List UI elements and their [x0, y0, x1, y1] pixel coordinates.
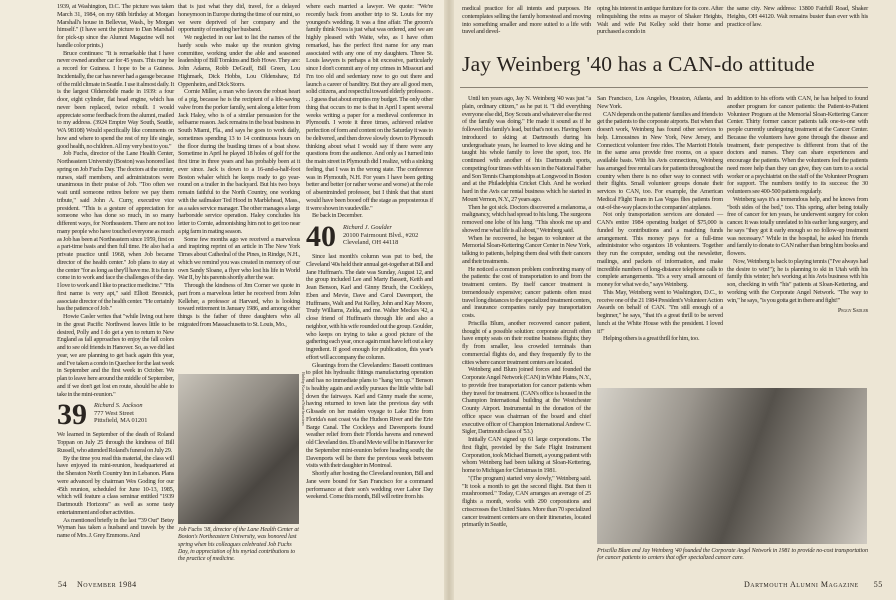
- article-byline: Peggy Sadler: [837, 307, 868, 315]
- paragraph: Through the kindness of Jim Corner we quote in part from a marvelous letter he received from John Kelleher, a professor at Harvard, who is looking toward retirement in January 1986, and among other things is the father of three daughters who all migrated from Massachusetts to St. Louis, Mo.,: [178, 282, 300, 328]
- paragraph: He noticed a common problem confronting many of the patients: the cost of transportation to and from the treatment centers. By itself cancer treatment is tremendously expensive; cancer patients often must travel long distances to the specialized treatment centers, and insurance companies rarely pay transportation costs.: [462, 265, 592, 319]
- article-column-3: [727, 95, 868, 315]
- paragraph: This May, Weinberg went to Washington, D.C., to receive one of the 21 1984 President's Volunteer Action Awards on behalf of CAN. "I'm still enough of a beginner," he says, "that it's a great thrill to be served lunch at the White House with the president. I loved it!": [597, 288, 723, 335]
- paragraph: the same city. New address: 13800 Fairhill Road, Shaker Heights, OH 44120. Walt remains busier than ever with his practice of law.: [727, 5, 868, 28]
- article-column-1: [462, 95, 591, 529]
- paragraph: Weinberg says it's a tremendous help, and he knows from "both sides of the bed," too. This spring, after being totally free of cancer for ten years, he underwent surgery for colon cancer. It was totally unrelated to his earlier lung surgery, and he says "they got it early enough so no follow-up treatment was necessary." While in the hospital, he asked his friends and family to donate to CAN rather than bring him books and flowers.: [727, 195, 868, 257]
- article-column-2: [597, 95, 723, 343]
- paragraph: 1939, at Washington, D.C. The picture was taken March 31, 1984, on my 68th birthday at Morgan Marshall's house in Bellevue, Wash., by Morgan himself." (I have sent the picture to Dan Marshall for pick-up since the Alumni Magazine will not handle color prints.): [57, 3, 174, 49]
- left-column-2: [178, 3, 300, 329]
- photo-caption: Job Fuchs '38, director of the Lane Health Center at Boston's Northeastern University, was honored last spring when his colleagues celebrated Job Fuchs Day, in appreciation of his myriad contributions to the practice of medicine.: [178, 527, 299, 563]
- paragraph: where each married a lawyer. We quote: "We're recently back from another trip to St. Louis for my youngest's wedding. It was a fine affair. The groom's family think Nora is just what was ordered, and we are highly pleased with Waite, who, as I have often remarked, has the perfect first name for any man associated with any one of my daughters. Three St. Louis lawyers is perhaps a bit excessive, particularly since I don't commit any of my crimes in Missouri and I'm too old and sedentary now to go out there and launch a career of banditry. But they are all good men, solid citizens, and respectful toward elderly professors . . . I guess that about empties my budget. The only other thing that occurs to me is that in April I spent several weeks writing a paper for a medieval conference in Plymouth. I wrote it three times, achieved relative perfection of form and content on the Saturday it was to be delivered, and then drove slowly down to Plymouth thinking about what I would say if there were any questions from the audience. And only as I turned into the main street in Plymouth did I realize, with a sinking feeling, that I was in the wrong state. The conference was in Plymouth, N.H. For years I have been getting better and better (or rather worse and worse) at the role of absentminded professor, but I think that that stunt would have been booed off the stage as preposterous if it were shown in vaudeville.": [306, 3, 433, 212]
- paragraph: As mentioned briefly in the last "'39 Out" Betsy Wyman has taken a husband and travels by the name of Mrs. J. Grey Emmons. And: [57, 516, 174, 539]
- paragraph: Bruce continues: "It is remarkable that I have never owned another car for 45 years. This may be a record for Guiness. I hope to be a Guiness. Incidentally, the car has never had a garage because of the mild climate in Seattle. I use it almost daily. It is the largest Oldsmobile made in 1939: a four door, eight cylinder, flat head engine, which has never been replaced, twice rebuilt. I would appreciate some feedback from the alumni, mailed to my address. (3924 Empire Way South, Seattle, WA 98108) Would specifically like comments on how and where to spend the rest of my life single, good health, no children. All my very best to you.": [57, 49, 174, 150]
- class-year: 40: [306, 220, 336, 253]
- page-number: 54: [58, 580, 67, 589]
- paragraph: Initially CAN signed up 61 large corporations. The first flight, provided by the Safe Flight Instrument Corporation, took Michael Burnett, a young patient with whom Weinberg had been talking at Sloan-Kettering, home to Michigan for Christmas in 1981.: [462, 436, 591, 474]
- paragraph: By the time you read this material, the class will have enjoyed its mini-reunion, headquartered at the Sheraton North Country Inn in Lebanon. Plans were advanced by chairman Wes Goding for our 45th reunion, scheduled for June 10-13, 1985, which will feature a class seminar entitled "1939 Dartmouth Horizons" as well as some tasty entertainment and other activities.: [57, 454, 174, 516]
- right-footer: [744, 580, 883, 589]
- paragraph: Shortly after hosting the Cleveland reunion, Bill and Jane were bound for San Francisco for a command performance at their son's wedding over Labor Day weekend. Come this month, Bill will retire from his: [306, 470, 433, 501]
- paragraph: Now, Weinberg is back to playing tennis ("I've always had the desire to win!"); he is planning to ski in Utah with his family this winter; he's working at his Avis business with his son, checking in with "his" patients at Sloan-Kettering, and working with the Corporate Angel Network. "The way to win," he says, "is you gotta get in there and fight!": [727, 257, 868, 304]
- right-top-column-2: [597, 5, 723, 36]
- paragraph: Then he got sick. Doctors discovered a melanoma, a malignancy, which had spread to his lung. The surgeons removed one lobe of his lung. "This shook me up and showed me what life is all about," Weinberg said.: [462, 203, 591, 234]
- class-year: 39: [57, 398, 87, 432]
- city: Cleveland, OH 44118: [343, 239, 399, 247]
- left-column-1: [57, 3, 174, 540]
- left-footer: [58, 580, 137, 589]
- magazine-name: Dartmouth Alumni Magazine: [744, 580, 859, 589]
- paragraph: When he recovered, he began to volunteer at the Memorial Sloan-Kettering Cancer Center in New York, talking to patients, helping them deal with their cancers and their treatments.: [462, 234, 591, 265]
- street: 777 West Street: [94, 409, 134, 417]
- article-headline: Jay Weinberg '40 has a CAN-do attitude: [462, 52, 815, 76]
- paragraph: Cornie Miller, a man who favors the robust heart of a pig, because he is the recipient of a life-saving valve from the porker family, sent along a letter from Jack Haley, who is of a similar persuasion for the selfsame reason. Jack remains in the boat business in South Miami, Fla., and says he goes to work daily, sometimes spending 13 to 14 continuous hours on the floor during the bustling times of a boat show. Sometime in April he played 18 holes of golf for the first time in three years and has probably been at it ever since. Jack is down to a 16-and-a-half-foot Boston whaler which he keeps ready to go year-round on a trailer in the backyard. But his two boys remain faithful to the North Country, one working with the sailmaker Ted Hood in Marblehead, Mass., as a sales service manager. The other manages a large harborside service operation. Haley concludes his letter to Cornie, admonishing him not to get too near a pig farm in mating season.: [178, 88, 300, 235]
- paragraph: We learned in September of the death of Roland Toppan on July 25 through the kindness of Bill Russell, who attended Roland's funeral on July 29.: [57, 431, 174, 454]
- paragraph: Be back in December.: [312, 212, 363, 220]
- right-top-column-3: [727, 5, 868, 28]
- class-secretary-address: [94, 402, 147, 425]
- street: 20100 Fairmount Blvd., #202: [343, 231, 419, 239]
- class-secretary-address: [343, 224, 418, 247]
- paragraph: Since last month's column was put to bed, the Cleveland '40s held their annual get-together at Bill and Jane Huffman's. The date was Sunday, August 12, and the group included Lee and Marty Bassett, Keith and Jean Benson, Karl and Ginny Bruch, the Cockleys, Eben and Mevie, Dave and Carol Davenport, the Huffmans, Walt and Pat Kelley, John and Kay Moore, Trudy Williams, Zelda, and me. Walter Meckes '42, a close friend of Huffman's through life and also a neighbor, with his wife rounded out the group. Goulder, who keeps on trying to take a good picture of the gathering each year, once again must have left out a key ingredient. If good enough for publication, this year's effort will accompany the column.: [306, 253, 433, 361]
- paragraph: "(The program) started very slowly," Weinberg said. "It took a month to get the second flight. But then it mushroomed." Today, CAN arranges an average of 25 flights a month, works with 290 corporations and crisscrosses the United States. More than 70 specialized cancer treatment centers are on their itineraries, located primarily in Seattle,: [462, 474, 591, 529]
- paragraph: Weinberg and Blum joined forces and founded the Corporate Angel Network (CAN) in White Plains, N.Y., to provide free transportation for cancer patients when they travel for treatment. (CAN's office is housed in the Champion International building at the Westchester County Airport. Instrumental in the donation of the office space was chairman of the board and chief executive officer of Champion International Andrew C. Sigler, Dartmouth class of '53.): [462, 366, 591, 436]
- paragraph: medical practice for all intents and purposes. He contemplates selling the family homestead and moving into something smaller and more suited to a life with travel and devel-: [462, 5, 591, 36]
- paragraph: San Francisco, Los Angeles, Houston, Atlanta, and New York.: [597, 95, 723, 110]
- paragraph: Not only transportation services are donated — CAN's entire 1984 operating budget of $75,000 is funded by contributions and a matching funds arrangement. This money pays for a full-time administrator who organizes 18 volunteers. Together they run the computer, sending out the newsletter, mailings, and packets of information, and make incredible numbers of long-distance telephone calls to complete arrangements. "It's a very small amount of money for what we do," says Weinberg.: [597, 211, 723, 288]
- paragraph: oping his interest in antique furniture for its core. After relinquishing the reins as mayor of Shaker Heights, Walt and wife Pat Kelley sold their home and purchased a condo in: [597, 5, 723, 36]
- photo-caption: Priscilla Blum and Jay Weinberg '40 founded the Corporate Angel Network in 1981 to provide no-cost transportation for cancer patients to centers that offer specialized cancer care.: [597, 548, 868, 562]
- paragraph: We neglected in our last to list the names of the hardy souls who make up the reunion giving committee, working under the able and seasoned leadership of Bill Tomkins and Bob Howe. They are: John Adams, Robb DeGraff, Bill Green, Lou Highmark, Dick Hobbs, Lou Oldenshaw, Ed Oppenheim, and Dick Storrs.: [178, 34, 300, 88]
- photo-blum-weinberg: [597, 388, 867, 544]
- secretary-name: Richard S. Jackson: [94, 402, 143, 410]
- paragraph: Until ten years ago, Jay N. Weinberg '40 was just "a plain, ordinary citizen," as he put it. "I did everything everyone else did, Boy Scouts and whatever else the rest of the family was doing." He made it sound as if he followed his family's lead, but that's not so. Having been introduced to skiing at Dartmouth during his undergraduate years, he learned to love skiing and he taught his whole family to love the sport, too. He continued with another of his Dartmouth sports, competing four times with his son in the National Father and Son Tennis Championships at Longwood in Boston and at the Philadelphia Cricket Club. And he worked hard in the Avis car rental business which he started in Mount Vernon, N.Y., 27 years ago.: [462, 95, 591, 203]
- paragraph: In addition to his efforts with CAN, he has helped to found another program for cancer patients: the Patient-to-Patient Volunteer Program at the Memorial Sloan-Kettering Cancer Center. Thirty former cancer patients talk one-to-one with people currently undergoing treatment at the Cancer Center. Because the volunteers have gone through the disease and treatment, their perspective is different from that of the doctors and nurses. They can share experiences and encourage the patients. When the volunteers feel the patients need more help than they can give, they can turn to a social worker or a psychiatrist on the staff of the Volunteer Program for support. The numbers testify to its success: the 30 volunteers see 400-500 patients regularly.: [727, 95, 868, 195]
- secretary-name: Richard J. Goulder: [343, 224, 392, 231]
- paragraph: that is just what they did, travel, for a delayed honeymoon in Europe during the time of our mini, so we were deprived of her company and the opportunity of meeting her husband.: [178, 3, 300, 34]
- page-gutter: [444, 0, 454, 600]
- left-column-3: [306, 3, 433, 501]
- paragraph: Priscilla Blum, another recovered cancer patient, thought of a possible solution: corporate aircraft often have empty seats on their routine business flights; they fly from smaller, less crowded terminals than commercial flights do, and they frequently fly to the cities where cancer treatment centers are located.: [462, 319, 591, 366]
- right-top-column-1: [462, 5, 591, 36]
- paragraph: Some few months ago we received a marvelous and inspiring reprint of an article in The New York Times about Cathedral of the Pines, in Rindge, N.H., which we remind you was created in memory of our own Sandy Sloane, a flyer who lost his life in World War II, by his parents shortly after the war.: [178, 235, 300, 282]
- paragraph: Howie Casler writes that "while living out here in the great Pacific Northwest leaves little to be desired, Polly and I do get a yen to return to New England as fall approaches to enjoy the fall colors and to see old friends in Hanover. So, as we did last year, we are planning to get back again this year, and I've taken a condo in Quechee for the last week in September and the first week in October. We plan to leave here around the middle of September, and if we don't get lost en route, should be able to take in the mini-reunion.": [57, 313, 174, 398]
- class-1939-header: [57, 398, 174, 432]
- paragraph: CAN depends on the patients' families and friends to get the patients to the corporate airports. But when that doesn't work, Weinberg has found other services to help. Limousines in New York, New Jersey, and Connecticut volunteer free rides. The Marriott Hotels in the same area provide free rooms, on a space available basis. With his Avis connections, Weinberg has arranged free rental cars for patients throughout the country when there is no other way to connect with their flights. Small volunteer groups donate their services to CAN, too. For example, the American Medical Flight Team in Las Vegas flies patients from out-of-the-way places to the companies' airplanes.: [597, 110, 723, 211]
- page-number: 55: [873, 580, 883, 589]
- photo-job-fuchs: [178, 374, 299, 524]
- class-1940-header: [306, 220, 433, 253]
- paragraph: Gleanings from the Clevelanders: Bassett continues to pilot his hydraulic fittings manufacturing operation and has no immediate plans to "hang 'em up." Benson is healthy again and avidly pursues the little white ball down the fairways. Karl and Ginny made the scene, having returned to town late the previous day with Glissade on her maiden voyage to Lake Erie from Florida's east coast via the Hudson River and the Erie Barge Canal. The Cockleys and Davenports found weather relief from their Florida havens and renewed old Cleveland ties. Eb and Mevie will be in Hanover for the September mini-reunion before heading south; the Davenports will be there the previous week between visits with their daughter in Montreal.: [306, 361, 433, 470]
- issue-date: November 1984: [77, 580, 137, 589]
- paragraph: Job Fuchs, director of the Lane Health Center, Northeastern University (Boston) was honored last spring on Job Fuchs Day. The doctors at the center, nurses, staff members, and administrators were unanimous in their praise of Job. "Too often we wait until someone retires before we pay them tribute," said John A. Curry, executive vice president. "This is a gesture of appreciation for someone who has done so much, in so many different ways, for Northeastern. There are not too many people who have touched everyone as much as Job has been at Northeastern since 1959, first on a part-time basis and then full time. He also had a private practice until 1968, when Job became director of the health center." Job plans to stay at the center "for as long as they'll have me. It is fun to come in to work and face the challenges of the day. I love to work and I like to practice medicine." "His first name is very apt," said Elliott Bresnick, associate director of the health center. "He certainly has the patience of Job.": [57, 150, 174, 313]
- headline-rule: [460, 87, 868, 88]
- city: Pittsfield, MA 01201: [94, 417, 148, 425]
- paragraph: Helping others is a great thrill for him, too.: [603, 335, 700, 343]
- photo-credit: Bobby Kaestner/Northeastern: [301, 372, 306, 426]
